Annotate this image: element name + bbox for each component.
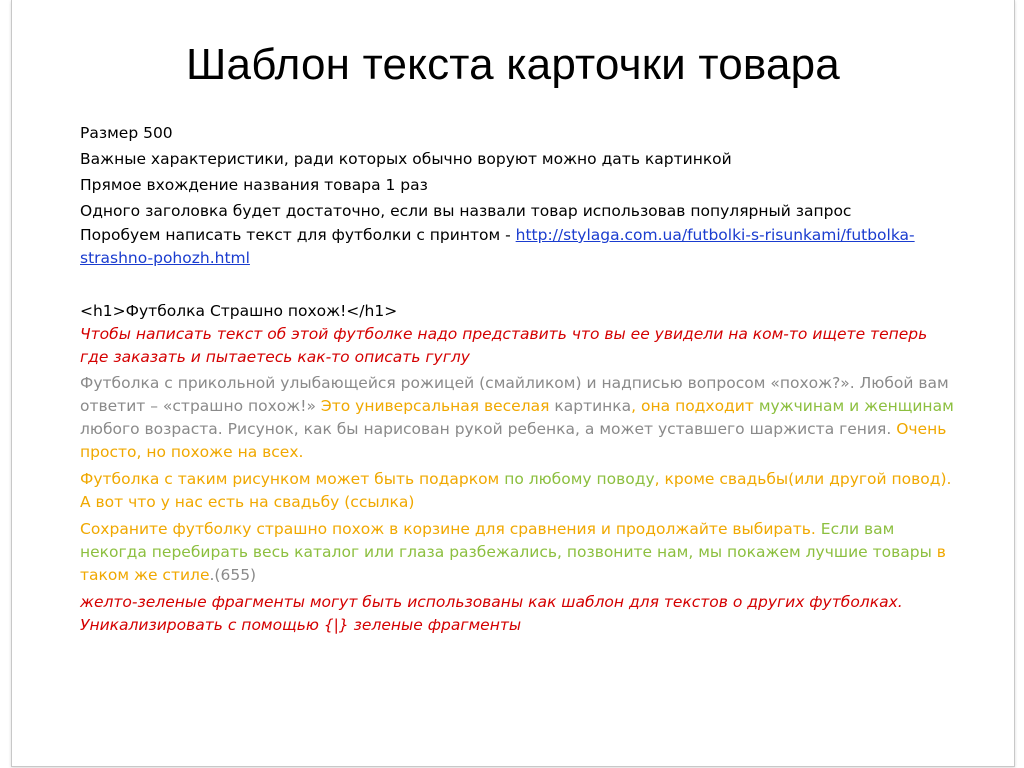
red-note-2: желто-зеленые фрагменты могут быть использованы как шаблон для текстов о других футболках. Уникализировать с помощью {|} зеленые фрагменты — [80, 593, 903, 634]
example-line — [80, 224, 960, 270]
paragraph-3 — [80, 518, 960, 587]
line-direct-entry: Прямое вхождение названия товара 1 раз — [80, 176, 428, 194]
paragraph-2 — [80, 468, 960, 514]
p2-yellow-2: , кроме свадьбы(или другой повод). А вот что у нас есть на свадьбу (ссылка) — [80, 470, 952, 511]
red-note-1: Чтобы написать текст об этой футболке надо представить что вы ее увидели на ком-то ищете теперь где заказать и пытаетесь как-то описать гуглу — [80, 325, 928, 366]
p3-green-1: Если вам некогда перебирать весь каталог или глаза разбежались, позвоните нам, мы покажем лучшие товары — [80, 520, 937, 561]
p2-yellow-1: Футболка с таким рисунком может быть подарком — [80, 470, 505, 488]
slide-title: Шаблон текста карточки товара — [186, 40, 840, 89]
paragraph-1 — [80, 372, 960, 464]
line-heading-note: Одного заголовка будет достаточно, если вы назвали товар использовав популярный запрос — [80, 202, 852, 220]
example-link[interactable]: http://stylaga.com.ua/futbolki-s-risunkami/futbolka-strashno-pohozh.html — [80, 226, 915, 267]
p1-yellow-2: , она подходит — [631, 397, 759, 415]
p1-green-1: мужчинам и женщинам — [758, 397, 954, 415]
p1-yellow-1: Это универсальная веселая — [320, 397, 555, 415]
p3-yellow-2: в таком же стиле — [80, 543, 946, 584]
p1-neutral-2: картинка — [554, 397, 632, 415]
spacer — [80, 270, 960, 300]
line-size: Размер 500 — [80, 124, 173, 142]
h1-line: <h1>Футболка Страшно похож!</h1> — [80, 302, 398, 320]
p2-green-1: по любому поводу — [504, 470, 655, 488]
p1-neutral-1: Футболка с прикольной улыбающейся рожицей (смайликом) и надписью вопросом «похож?». Любой вам ответит – «страшно похож!» — [80, 374, 949, 415]
p1-yellow-3: Очень просто, но похоже на всех. — [80, 420, 947, 461]
example-intro: Поробуем написать текст для футболки с принтом - — [80, 226, 516, 244]
line-characteristics: Важные характеристики, ради которых обычно воруют можно дать картинкой — [80, 150, 732, 168]
slide — [11, 0, 1015, 767]
slide-body — [80, 120, 960, 637]
p1-neutral-3: любого возраста. Рисунок, как бы нарисован рукой ребенка, а может уставшего шаржиста гения. — [80, 420, 897, 438]
p3-yellow-1: Сохраните футболку страшно похож в корзине для сравнения и продолжайте выбирать. — [80, 520, 821, 538]
p3-neutral-1: .(655) — [209, 566, 257, 584]
